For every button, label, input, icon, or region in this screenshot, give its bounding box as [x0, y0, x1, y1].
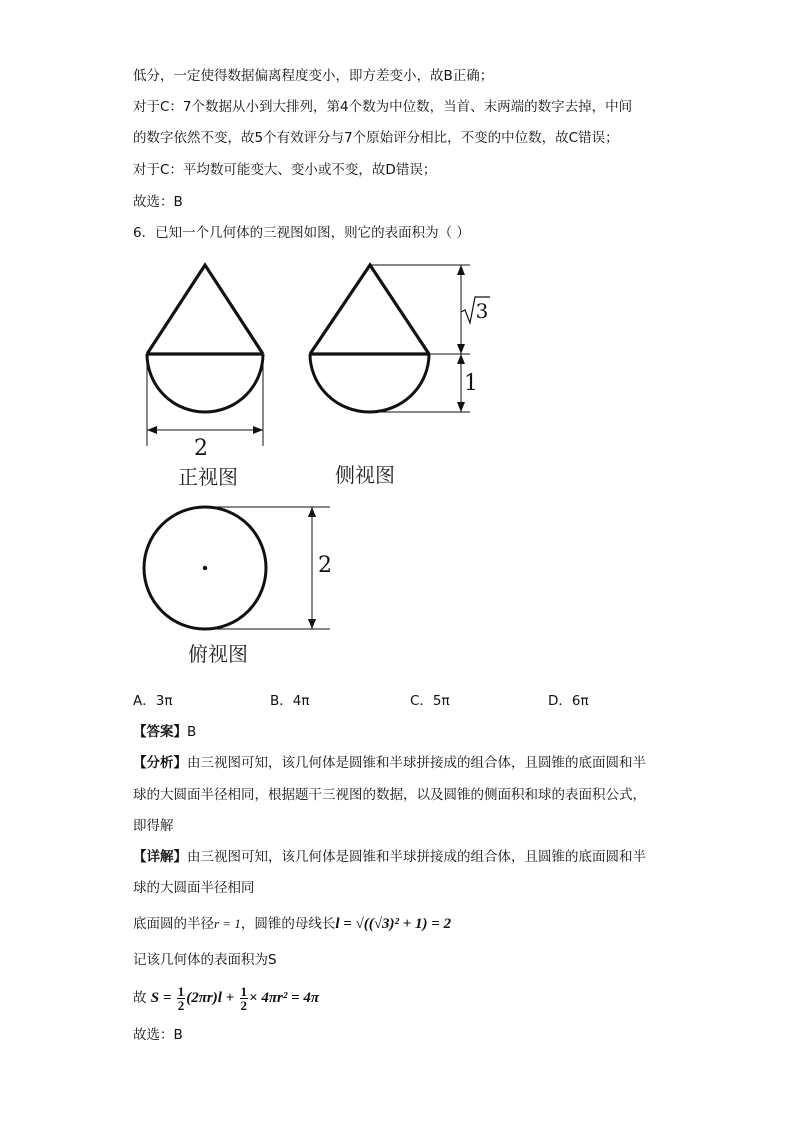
top-view-circle: [144, 507, 266, 629]
answer-line: [133, 722, 196, 742]
lateral-area-term: (2πr)l +: [186, 990, 235, 1006]
side-view-cone: [310, 265, 429, 354]
detail-text-line: 记该几何体的表面积为S: [133, 952, 277, 968]
slant-height-formula: l = √((√3)² + 1) = 2: [335, 916, 452, 932]
question-6-stem: 6．已知一个几何体的三视图如图，则它的表面积为（ ）: [133, 225, 470, 241]
width-dimension-label: 2: [194, 436, 208, 461]
detail-text: 由三视图可知，该几何体是圆锥和半球拼接成的组合体，且圆锥的底面圆和半: [187, 849, 646, 865]
answer-value: B: [187, 724, 197, 740]
analysis-text-line: 即得解: [133, 818, 174, 834]
fraction-one-half: $\frac{1}{2}$: [177, 983, 185, 1013]
answer-tag: 【答案】: [133, 724, 187, 740]
detail-radius-line: 底面圆的半径r = 1，圆锥的母线长l = √((√3)² + 1) = 2: [133, 916, 452, 932]
solution-conclusion: 故选：B: [133, 194, 183, 210]
analysis-tag: 【分析】: [133, 755, 187, 771]
analysis-text-line: 球的大圆面半径相同，根据题干三视图的数据，以及圆锥的侧面积和球的表面积公式，: [133, 787, 646, 803]
analysis-text: 由三视图可知，该几何体是圆锥和半球拼接成的组合体，且圆锥的底面圆和半: [187, 755, 646, 771]
top-view-dimension-label: 2: [318, 553, 332, 578]
solution-text-line: 对于C：7个数据从小到大排列，第4个数为中位数，当首、末两端的数字去掉，中间: [133, 99, 633, 115]
side-view: [310, 265, 490, 412]
analysis-line: [133, 753, 646, 773]
side-view-hemisphere: [310, 354, 429, 412]
final-conclusion: 故选：B: [133, 1027, 183, 1043]
choice-c: C．5π: [410, 693, 450, 709]
solution-text-line: 的数字依然不变，故5个有效评分与7个原始评分相比，不变的中位数，故C错误；: [133, 130, 619, 146]
surface-area-symbol: S =: [150, 990, 172, 1006]
sqrt-dimension-label: 3: [475, 299, 489, 323]
top-view-center-dot: [203, 566, 207, 570]
front-view-label: 正视图: [178, 465, 238, 489]
choice-a: A．3π: [133, 693, 173, 709]
surface-area-formula-line: 故 S = $\frac{1}{2}$ (2πr)l + $\frac{1}{2}$ × 4πr² = 4π: [133, 983, 320, 1013]
front-view-hemisphere: [147, 354, 263, 412]
choice-b: B．4π: [270, 693, 310, 709]
sphere-area-term: × 4πr² = 4π: [249, 990, 320, 1006]
side-view-label: 侧视图: [335, 463, 395, 487]
fraction-one-half: $\frac{1}{2}$: [240, 983, 248, 1013]
front-view-cone: [147, 265, 263, 354]
solution-text-line: 低分，一定使得数据偏离程度变小，即方差变小，故B正确；: [133, 68, 494, 84]
top-view: [144, 507, 330, 629]
hemisphere-height-label: 1: [464, 371, 478, 396]
detail-tag: 【详解】: [133, 849, 187, 865]
front-view: [147, 265, 263, 446]
solution-text-line: 对于C：平均数可能变大、变小或不变，故D错误；: [133, 162, 437, 178]
choice-d: D．6π: [548, 693, 589, 709]
detail-line: [133, 847, 646, 867]
radius-formula: r = 1: [214, 916, 241, 931]
detail-text-line: 球的大圆面半径相同: [133, 880, 255, 896]
sqrt-sign: [461, 297, 490, 323]
top-view-label: 俯视图: [188, 642, 248, 666]
